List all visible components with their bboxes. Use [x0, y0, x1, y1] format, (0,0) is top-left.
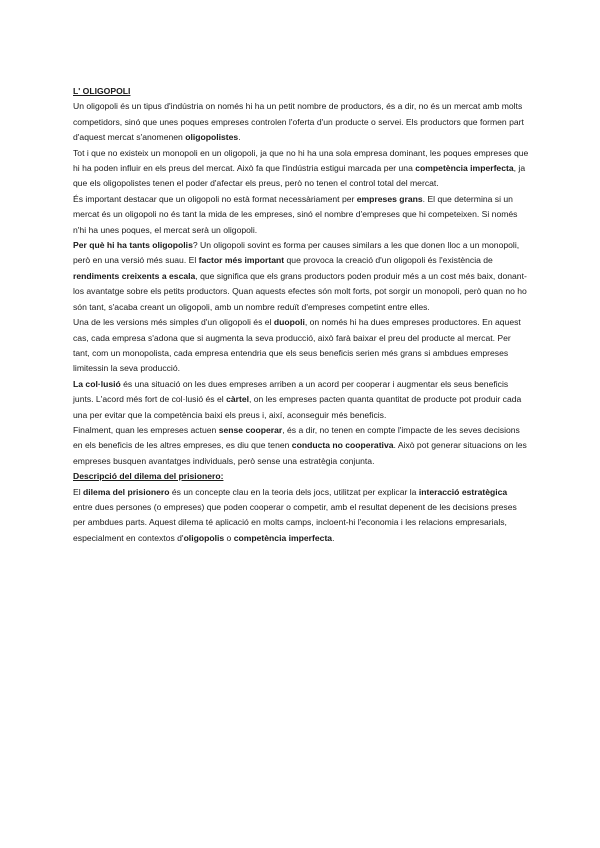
term-empreses-grans: empreses grans [356, 193, 423, 204]
term-duopoli: duopoli [273, 317, 305, 328]
term-conducta-no-cooperativa: conducta no cooperativa [291, 440, 394, 451]
paragraph-per-que: Per què hi ha tants oligopolis? Un oligopoli sovint es forma per causes similars a les que donen lloc a un monopoli, però en una versió més suau. El factor més important que provoca la creació d'un oligopoli és l'existència de rendiments creixents a escala, que significa que els grans productors poden produir més a un cost més baix, donant-los avantatge sobre els petits productors. Quan aquests efectes són molt forts, pot sorgir un monopoli, però quan no ho són tant, s'acaba creant un oligopoli, amb un nombre reduït d'empreses competint entre elles. [73, 240, 527, 312]
term-competencia-imperfecta-2: competència imperfecta [233, 532, 333, 543]
paragraph-no-cooperativa: Finalment, quan les empreses actuen sense cooperar, és a dir, no tenen en compte l'impacte de les seves decisions en els beneficis de les altres empreses, es diu que tenen conducta no cooperativa. Això pot generar situacions on les empreses busquen avantatges individuals, però sense una estratègia conjunta. [73, 424, 527, 466]
term-factor: factor més important [198, 255, 285, 266]
paragraph-competencia: Tot i que no existeix un monopoli en un oligopoli, ja que no hi ha una sola empresa dominant, les poques empreses que hi ha poden influir en els preus del mercat. Això fa que l'indústria estigui marcada per una competència imperfecta, ja que els oligopolistes tenen el poder d'afectar els preus, però no tenen el control total del mercat. [73, 147, 529, 189]
term-sense-cooperar: sense cooperar [218, 424, 283, 435]
term-oligopolistes: oligopolistes [185, 132, 239, 143]
paragraph-collusio: La col·lusió és una situació on les dues empreses arriben a un acord per cooperar i augmentar els seus beneficis junts. L'acord més fort de col·lusió és el càrtel, on les empreses pacten quanta quantitat de producte pot produir cada una per evitar que la competència baixi els preus i, així, aconseguir més beneficis. [73, 378, 522, 420]
term-oligopolis: oligopolis [183, 532, 225, 543]
term-collusio: La col·lusió [73, 378, 121, 389]
term-competencia-imperfecta: competència imperfecta [415, 163, 514, 174]
term-dilema: dilema del prisionero [83, 486, 170, 497]
term-per-que: Per què hi ha tants oligopolis [73, 240, 193, 251]
term-cartel: càrtel [226, 394, 249, 405]
document-title: L' OLIGOPOLI [73, 86, 131, 96]
paragraph-definition: Un oligopoli és un tipus d'indústria on només hi ha un petit nombre de productors, és a dir, no és un mercat amb molts competidors, sinó que unes poques empreses controlen l'oferta d'un producte o servei. Els productors que formen part d'aquest mercat s'anomenen oligopolistes. [73, 101, 524, 143]
paragraph-dilema: El dilema del prisionero és un concepte clau en la teoria dels jocs, utilitzat per explicar la interacció estratègica entre dues persones (o empreses) que poden cooperar o competir, amb el resultat depenent de les decisions preses per ambdues parts. Aquest dilema té aplicació en molts camps, incloent-hi l'economia i les relacions empresarials, especialment en contextos d'oligopolis o competència imperfecta. [73, 486, 517, 543]
paragraph-duopoli: Una de les versions més simples d'un oligopoli és el duopoli, on només hi ha dues empreses productores. En aquest cas, cada empresa s'adona que si augmenta la seva producció, això farà baixar el preu del producte al mercat. Per tant, com un monopolista, cada empresa entendria que els seus beneficis serien més grans si ambdues empreses limitessin la seva producció. [73, 317, 521, 374]
paragraph-empreses-grans: És important destacar que un oligopoli no està format necessàriament per empreses grans. El que determina si un mercat és un oligopoli no és tant la mida de les empreses, sinó el nombre d'empreses que hi competeixen. Si només n'hi ha unes poques, el mercat serà un oligopoli. [73, 193, 518, 235]
section-subtitle: Descripció del dilema del prisionero: [73, 471, 224, 482]
term-interaccio: interacció estratègica [418, 486, 508, 497]
term-rendiments: rendiments creixents a escala [73, 270, 196, 281]
document-body [73, 84, 529, 546]
